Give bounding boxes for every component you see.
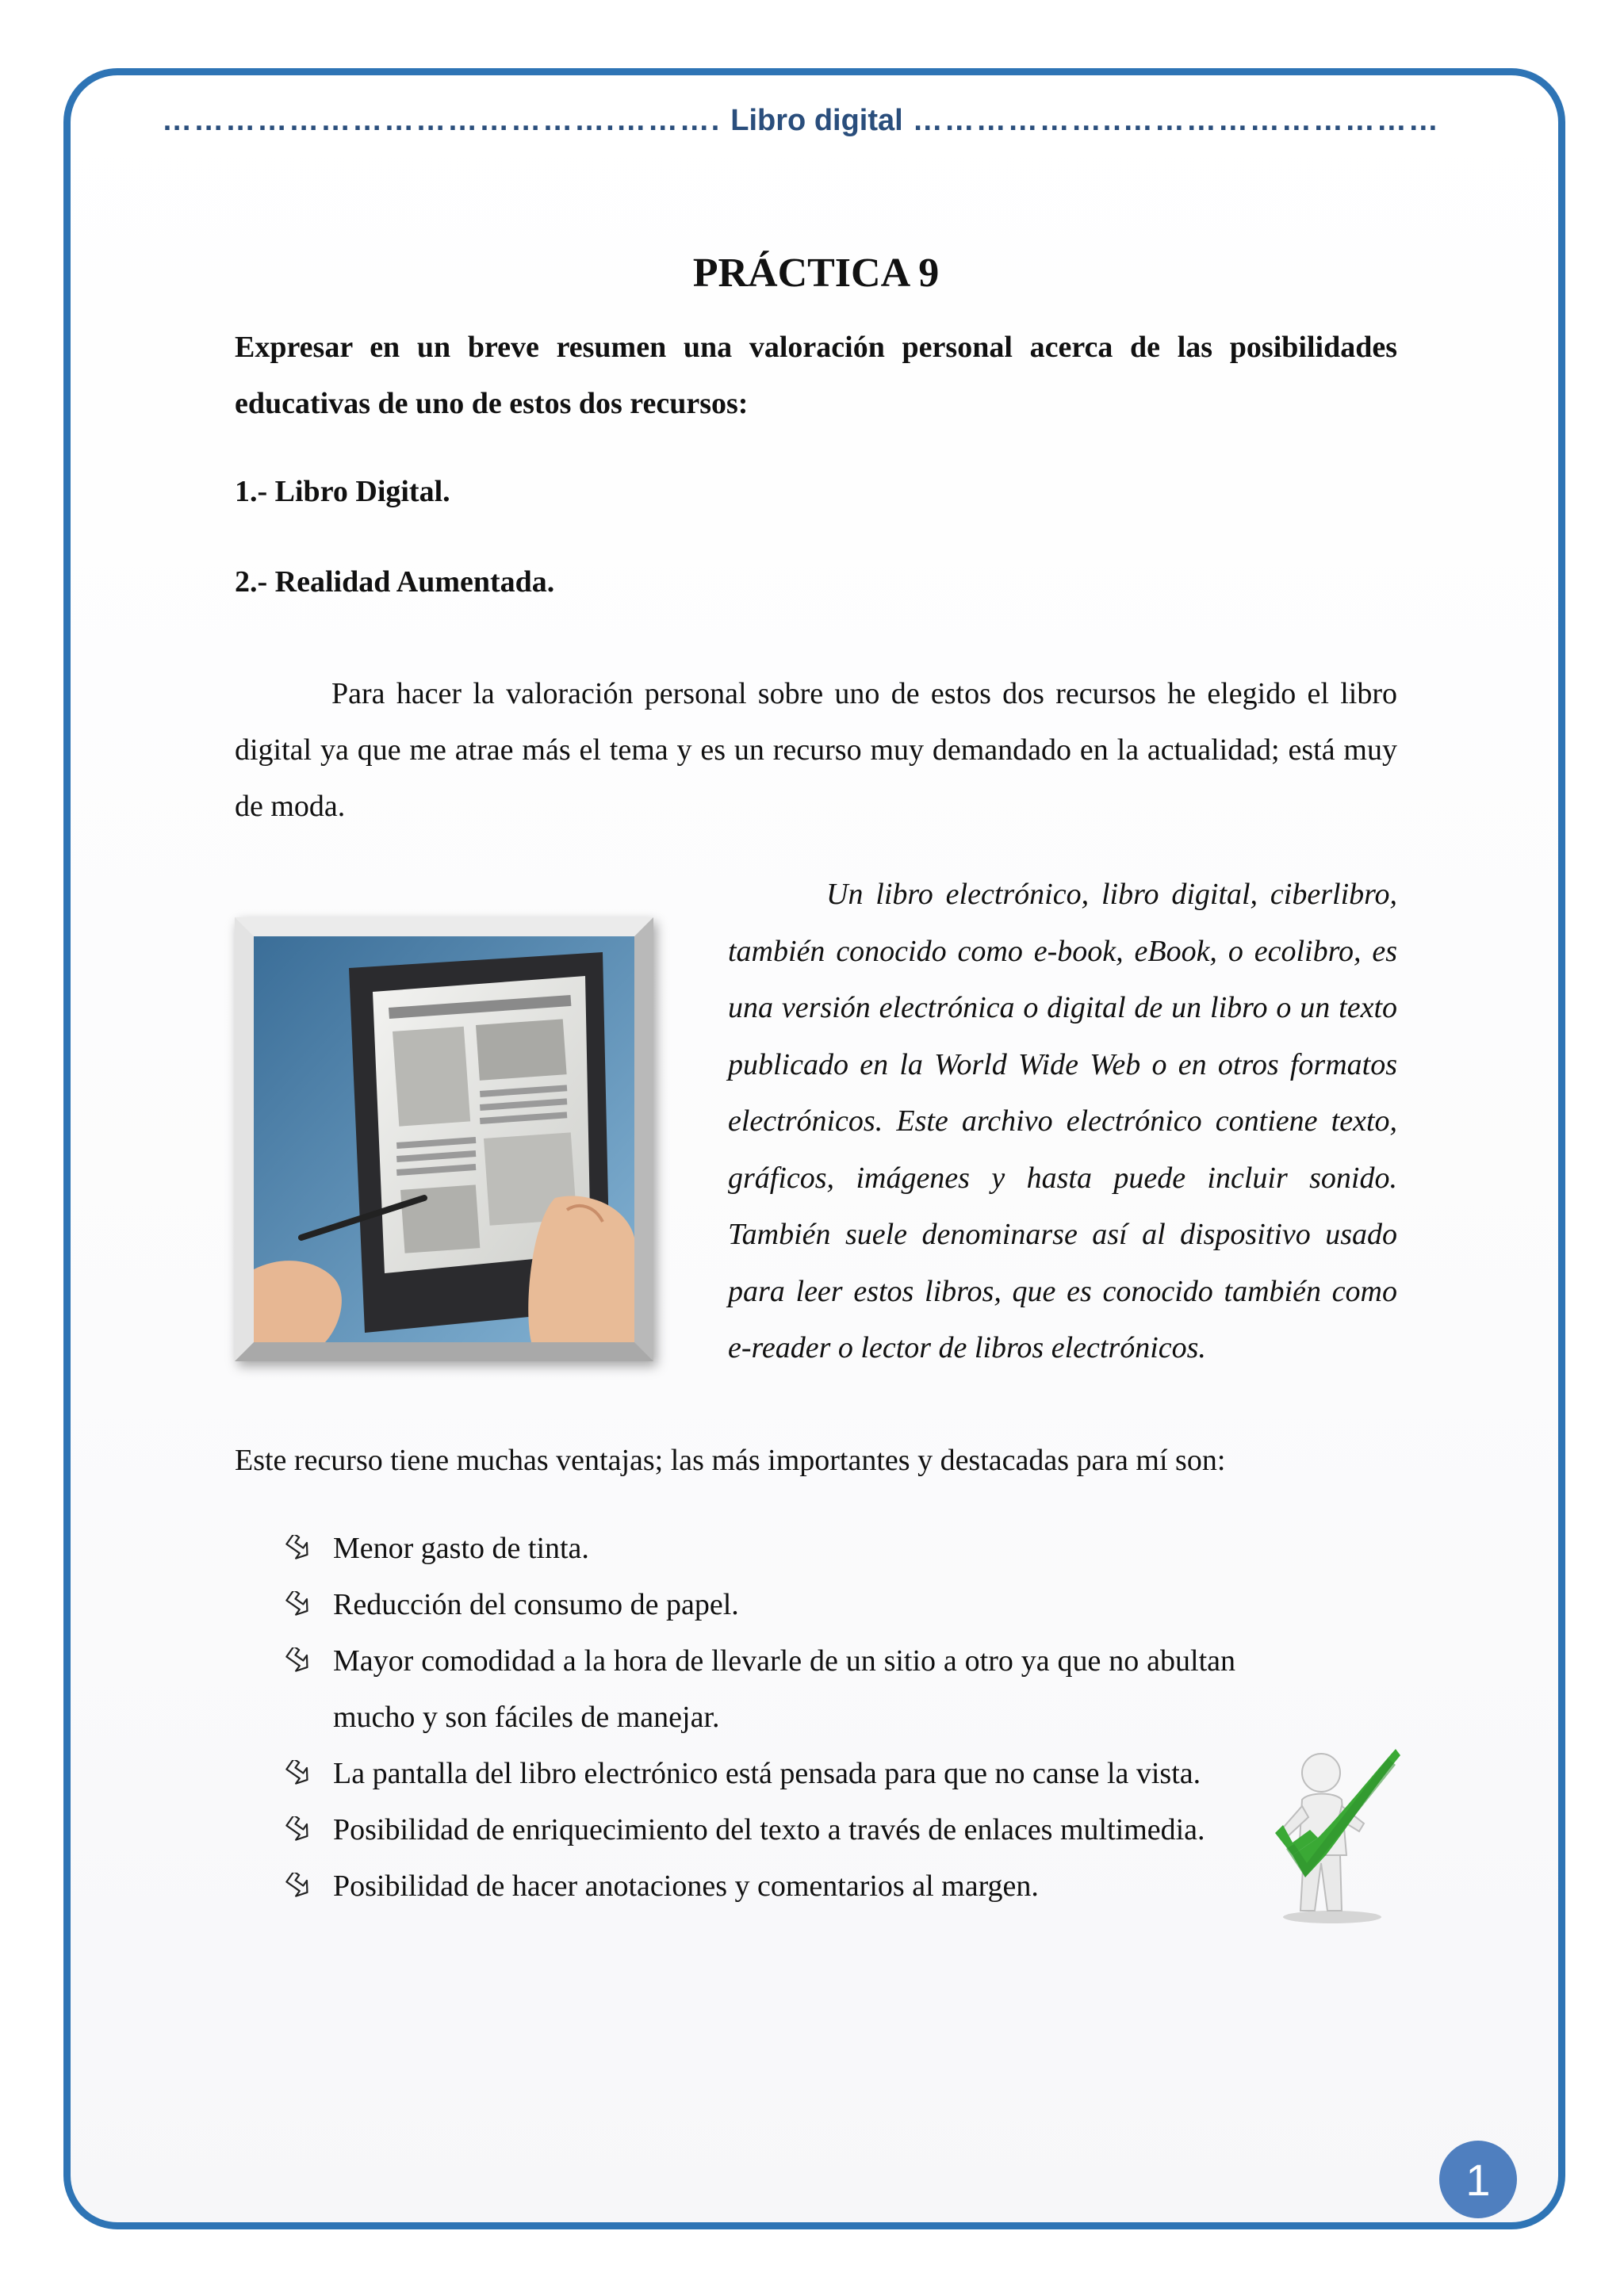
practice-prompt: Expresar en un breve resumen una valoración personal acerca de las posibilidades educativas de uno de estos dos recursos:	[235, 331, 1397, 420]
advantage-text: Reducción del consumo de papel.	[333, 1588, 739, 1621]
definition-section	[235, 867, 1397, 1422]
advantage-text: Posibilidad de enriquecimiento del texto a través de enlaces multimedia.	[333, 1813, 1205, 1846]
person-checkmark-figure	[1269, 1744, 1404, 1927]
advantage-text: Menor gasto de tinta.	[333, 1532, 589, 1565]
ereader-photo	[235, 917, 653, 1361]
ebook-definition: Un libro electrónico, libro digital, ciberlibro, también conocido como e-book, eBook, o ecolibro, es una versión electrónica o digital de un libro o un texto publicado en la World Wide Web o en otros formatos electrónicos. Este archivo electrónico contiene texto, gráficos, imágenes y hasta puede incluir sonido. También suele denominarse así al dispositivo usado para leer estos libros, que es conocido también como e-reader o lector de libros electrónicos.	[728, 878, 1397, 1364]
list-item	[235, 1577, 1235, 1633]
list-item	[235, 1746, 1235, 1802]
header-dots-right: ………………..…………………………	[912, 103, 1440, 137]
advantages-intro: Este recurso tiene muchas ventajas; las más importantes y destacadas para mí son:	[235, 1444, 1226, 1477]
arrow-bullet-icon	[282, 1802, 314, 1858]
practice-title: PRÁCTICA 9	[692, 251, 940, 296]
arrow-bullet-icon	[282, 1746, 314, 1802]
arrow-bullet-icon	[282, 1521, 314, 1577]
page-number-badge: 1	[1439, 2141, 1517, 2218]
list-item	[235, 1802, 1235, 1858]
advantage-text: Posibilidad de hacer anotaciones y comentarios al margen.	[333, 1869, 1039, 1903]
running-header	[159, 98, 1475, 143]
document-body	[235, 242, 1397, 1915]
list-item	[235, 1858, 1235, 1915]
advantage-text: Mayor comodidad a la hora de llevarle de un sitio a otro ya que no abultan mucho y son fáciles de manejar.	[333, 1644, 1235, 1734]
arrow-bullet-icon	[282, 1577, 314, 1633]
header-title: Libro digital	[730, 103, 903, 137]
option-realidad-aumentada: 2.- Realidad Aumentada.	[235, 565, 555, 599]
advantage-text: La pantalla del libro electrónico está pensada para que no canse la vista.	[333, 1757, 1201, 1790]
advantages-list	[235, 1521, 1397, 1915]
header-dots-left: …………………………………….……….	[162, 103, 722, 137]
intro-paragraph: Para hacer la valoración personal sobre uno de estos dos recursos he elegido el libro digital ya que me atrae más el tema y es un recurso muy demandado en la actualidad; está muy de moda.	[235, 677, 1397, 823]
list-item	[235, 1521, 1235, 1577]
option-libro-digital: 1.- Libro Digital.	[235, 475, 450, 508]
list-item	[235, 1633, 1235, 1746]
arrow-bullet-icon	[282, 1858, 314, 1915]
arrow-bullet-icon	[282, 1633, 314, 1689]
ereader-illustration	[254, 936, 634, 1342]
